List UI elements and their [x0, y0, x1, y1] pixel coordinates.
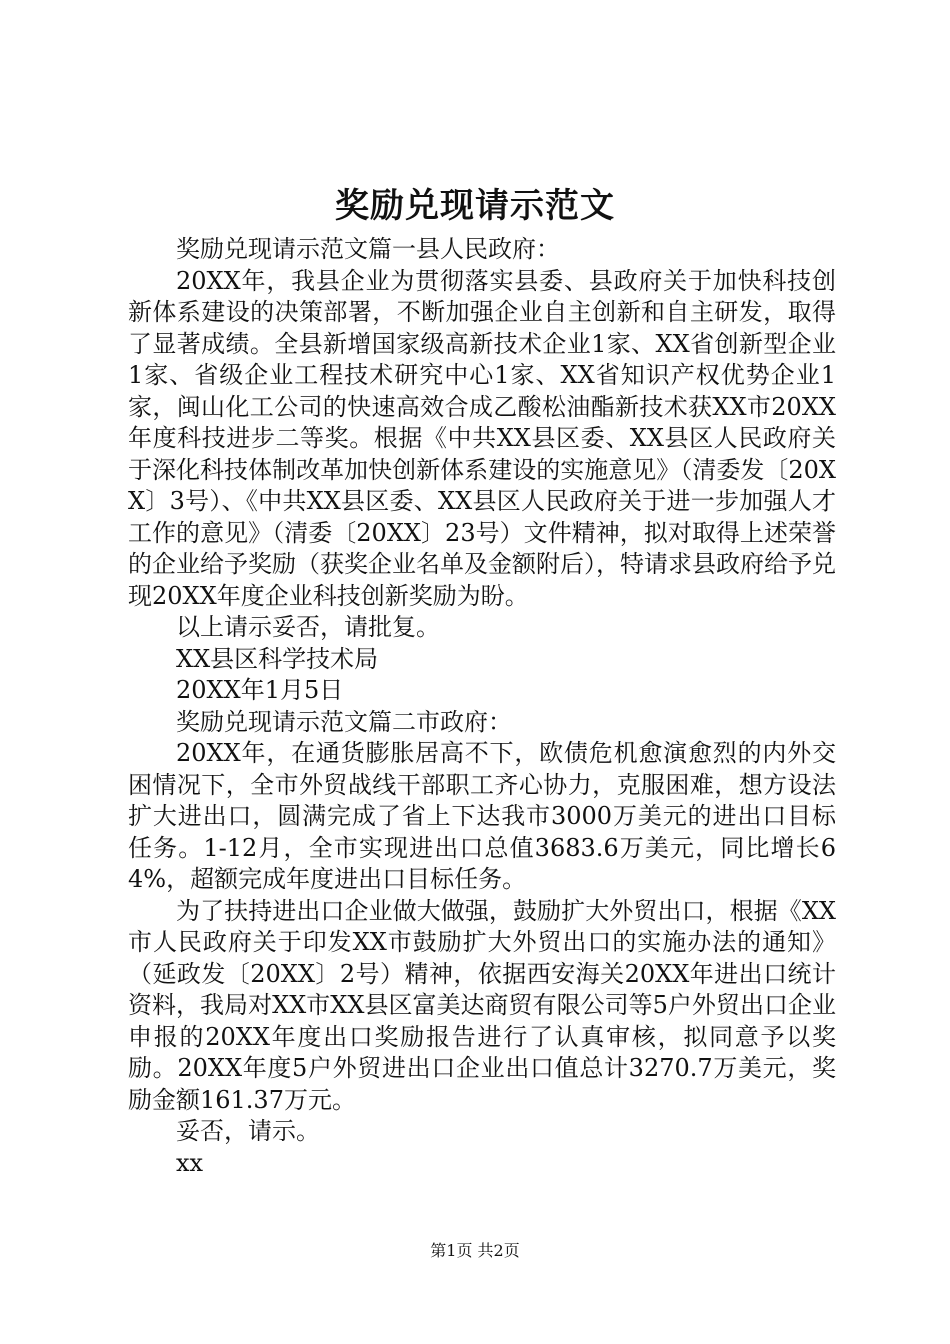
page-indicator: 第1页 共2页	[430, 1241, 520, 1260]
document-body	[128, 234, 836, 1179]
paragraph-request-2: 妥否，请示。	[176, 1117, 320, 1145]
paragraph-signature-date: 20XX年1月5日	[176, 676, 344, 704]
paragraph-signature-org: XX县区科学技术局	[176, 644, 379, 673]
paragraph-body-2: 20XX年，在通货膨胀居高不下，欧债危机愈演愈烈的内外交困情况下，全市外贸战线干部职工齐心协力，克服困难，想方设法扩大进出口，圆满完成了省上下达我市3000万美元的进出口目标任务。1-12月，全市实现进出口总值3683.6万美元，同比增长64%，超额完成年度进出口目标任务。	[128, 739, 836, 893]
paragraph-salutation-2: 奖励兑现请示范文篇二市政府：	[176, 707, 512, 736]
paragraph-body-1: 20XX年，我县企业为贯彻落实县委、县政府关于加快科技创新体系建设的决策部署，不断加强企业自主创新和自主研发，取得了显著成绩。全县新增国家级高新技术企业1家、XX省创新型企业1家、省级企业工程技术研究中心1家、XX省知识产权优势企业1家，闽山化工公司的快速高效合成乙酸松油酯新技术获XX市20XX年度科技进步二等奖。根据《中共XX县区委、XX县区人民政府关于深化科技体制改革加快创新体系建设的实施意见》（清委发〔20XX〕3号）、《中共XX县区委、XX县区人民政府关于进一步加强人才工作的意见》（清委〔20XX〕23号）文件精神，拟对取得上述荣誉的企业给予奖励（获奖企业名单及金额附后），特请求县政府给予兑现20XX年度企业科技创新奖励为盼。	[128, 266, 836, 610]
document-title: 奖励兑现请示范文	[335, 186, 615, 226]
paragraph-request-1: 以上请示妥否，请批复。	[176, 613, 440, 641]
paragraph-signature-2: xx	[176, 1148, 204, 1177]
paragraph-salutation-1: 奖励兑现请示范文篇一县人民政府：	[176, 235, 560, 263]
paragraph-body-3: 为了扶持进出口企业做大做强，鼓励扩大外贸出口，根据《XX市人民政府关于印发XX市鼓励扩大外贸出口的实施办法的通知》（延政发〔20XX〕2号）精神，依据西安海关20XX年进出口统计资料，我局对XX市XX县区富美达商贸有限公司等5户外贸出口企业申报的20XX年度出口奖励报告进行了认真审核，拟同意予以奖励。20XX年度5户外贸进出口企业出口值总计3270.7万美元，奖励金额161.37万元。	[128, 896, 836, 1114]
